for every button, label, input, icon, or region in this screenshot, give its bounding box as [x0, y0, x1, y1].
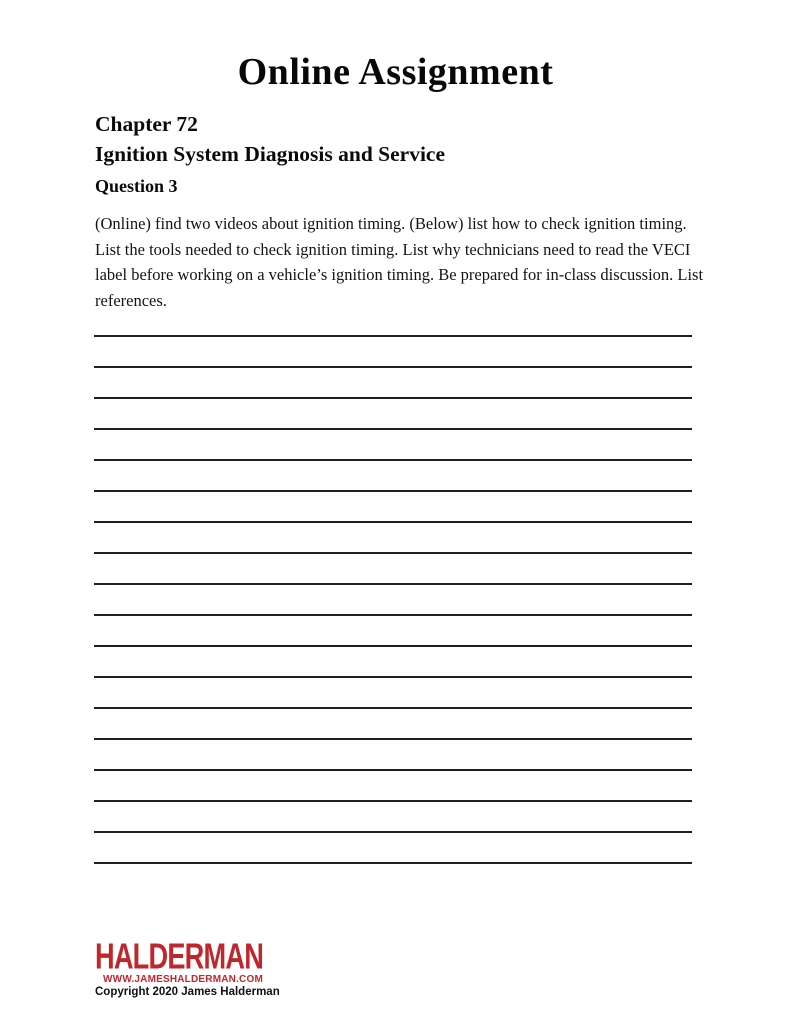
- halderman-website-text: WWW.JAMESHALDERMAN.COM: [103, 974, 263, 985]
- answer-line: [94, 616, 692, 647]
- answer-line: [94, 585, 692, 616]
- answer-line: [94, 368, 692, 399]
- answer-line: [94, 554, 692, 585]
- footer: [95, 938, 395, 999]
- answer-line: [94, 740, 692, 771]
- answer-lines: [94, 306, 692, 864]
- instructions-text: (Online) find two videos about ignition timing. (Below) list how to check ignition timing. List the tools needed to check ignition timing. List why technicians need to read the VECI label before working on a vehicle’s ignition timing. Be prepared for in-class discussion. List references.: [95, 214, 704, 310]
- chapter-number: Chapter 72: [95, 112, 198, 136]
- answer-line: [94, 461, 692, 492]
- answer-line: [94, 523, 692, 554]
- chapter-title: Ignition System Diagnosis and Service: [95, 142, 446, 166]
- answer-line: [94, 399, 692, 430]
- answer-line: [94, 647, 692, 678]
- answer-line: [94, 709, 692, 740]
- question-label: Question 3: [95, 176, 178, 196]
- answer-line: [94, 802, 692, 833]
- page-title: Online Assignment: [237, 51, 554, 93]
- answer-line: [94, 771, 692, 802]
- chapter-heading: [95, 109, 445, 169]
- answer-line: [94, 833, 692, 864]
- answer-line: [94, 678, 692, 709]
- answer-line: [94, 430, 692, 461]
- answer-line: [94, 337, 692, 368]
- answer-line: [94, 306, 692, 337]
- answer-line: [94, 492, 692, 523]
- copyright-text: Copyright 2020 James Halderman: [95, 986, 280, 998]
- halderman-logo: HALDERMAN: [95, 936, 264, 977]
